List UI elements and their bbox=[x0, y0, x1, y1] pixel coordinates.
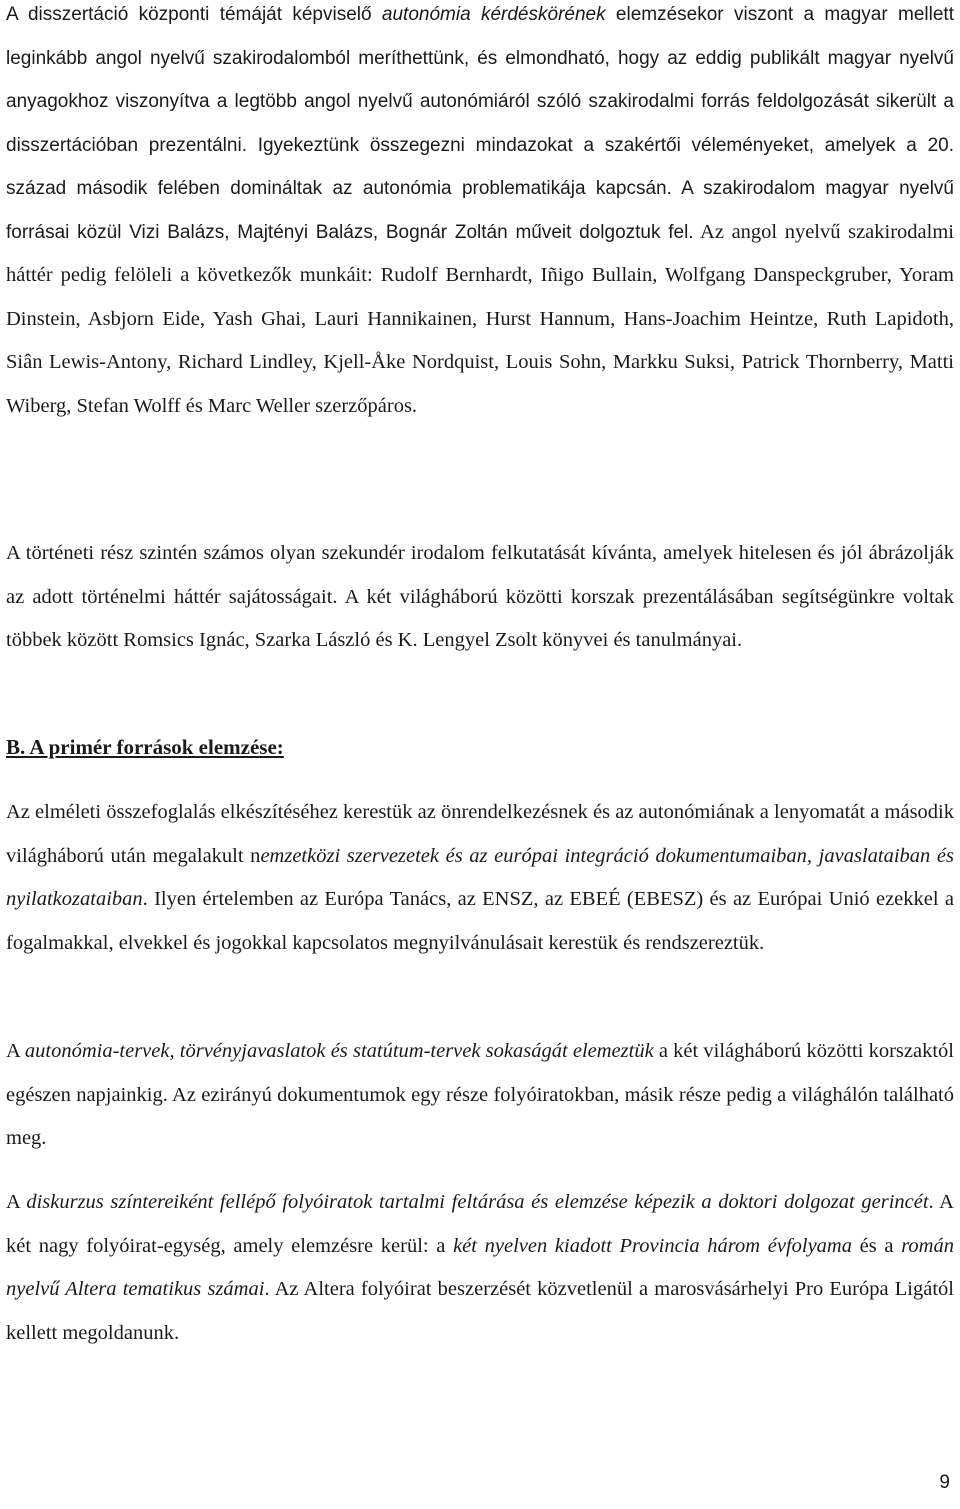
paragraph-historical-literature: A történeti rész szintén számos olyan szekundér irodalom felkutatását kívánta, amelyek hitelesen és jól ábrázolják az adott történelmi háttér sajátosságait. A két világháború közötti korszak prezentálásában segítségünkre voltak többek között Romsics Ignác, Szarka László és K. Lengyel Zsolt könyvei és tanulmányai. bbox=[6, 542, 954, 651]
italic-run: emzetközi szervezetek és az európai integráció dokumentumaiban, javaslataiban és nyilatkozataiban bbox=[6, 844, 954, 910]
text-run: Az angol nyelvű szakirodalmi háttér pedig felöleli a következők munkáit: Rudolf Bernhardt, Iñigo Bullain, Wolfgang Danspeckgruber, Yoram Dinstein, Asbjorn Eide, Yash Ghai, Lauri Hannikainen, Hurst Hannum, Hans-Joachim Heintze, Ruth Lapidoth, Siân Lewis-Antony, Richard Lindley, Kjell-Åke Nordquist, Louis Sohn, Markku Suksi, Patrick Thornberry, Matti Wiberg, Stefan Wolff és Marc Weller szerzőpáros. bbox=[6, 220, 954, 417]
text-run: és a bbox=[852, 1234, 902, 1257]
paragraph-autonomy-plans bbox=[6, 1030, 954, 1161]
text-run: Az elméleti összefoglalás elkészítéséhez kerestük az önrendelkezésnek és az autonómiának a lenyomatát a második világháború után megalakult n bbox=[6, 801, 954, 867]
italic-run: autonómia kérdéskörének bbox=[381, 4, 606, 25]
italic-run: diskurzus színtereiként fellépő folyóiratok tartalmi feltárása és elemzése képezik a doktori dolgozat gerincét bbox=[26, 1191, 929, 1213]
section-heading: B. A primér források elemzése: bbox=[6, 735, 284, 759]
italic-run: román nyelvű Altera tematikus számai bbox=[6, 1234, 954, 1300]
text-run: A bbox=[6, 1040, 25, 1062]
text-run: a két világháború közötti korszaktól egészen napjainkig. Az ezirányú dokumentumok egy része folyóiratokban, másik része pedig a világhálón található meg. bbox=[6, 1040, 954, 1149]
paragraph-journals bbox=[6, 1181, 954, 1355]
text-run: . A két nagy folyóirat-egység, amely elemzésre kerül: a bbox=[6, 1191, 954, 1257]
text-run: A disszertáció központi témáját képviselő bbox=[6, 4, 382, 25]
text-run: A bbox=[6, 1191, 27, 1213]
text-run: . Ilyen értelemben az Európa Tanács, az ENSZ, az EBEÉ (EBESZ) és az Európai Unió ezekkel a fogalmakkal, elvekkel és jogokkal kapcsolatos megnyilvánulásait kerestük és rendszereztük. bbox=[6, 888, 954, 954]
text-run: elemzésekor viszont a magyar mellett leginkább angol nyelvű szakirodalomból meríthettünk, és elmondható, hogy az eddig publikált magyar nyelvű anyagokhoz viszonyítva a legtöbb angol nyelvű autonómiáról szóló szakirodalmi forrás feldolgozását sikerült a disszertációban prezentálni. Igyekeztünk összegezni mindazokat a szakértői véleményeket, amelyek a 20. század második felében domináltak az autonómia problematikája kapcsán. A szakirodalom magyar nyelvű forrásai közül Vizi Balázs, Majtényi Balázs, Bognár Zoltán műveit dolgoztuk fel. bbox=[6, 4, 954, 243]
italic-run: két nyelven kiadott Provincia három évfolyama bbox=[453, 1234, 852, 1257]
paragraph-autonomy-literature bbox=[6, 0, 954, 428]
text-run: . Az Altera folyóirat beszerzését közvetlenül a marosvásárhelyi Pro Európa Ligától kellett megoldanunk. bbox=[6, 1278, 954, 1344]
page-number: 9 bbox=[939, 1472, 950, 1493]
paragraph-primary-sources bbox=[6, 791, 954, 965]
italic-run: autonómia-tervek, törvényjavaslatok és statútum-tervek sokaságát elemeztük bbox=[24, 1040, 654, 1062]
